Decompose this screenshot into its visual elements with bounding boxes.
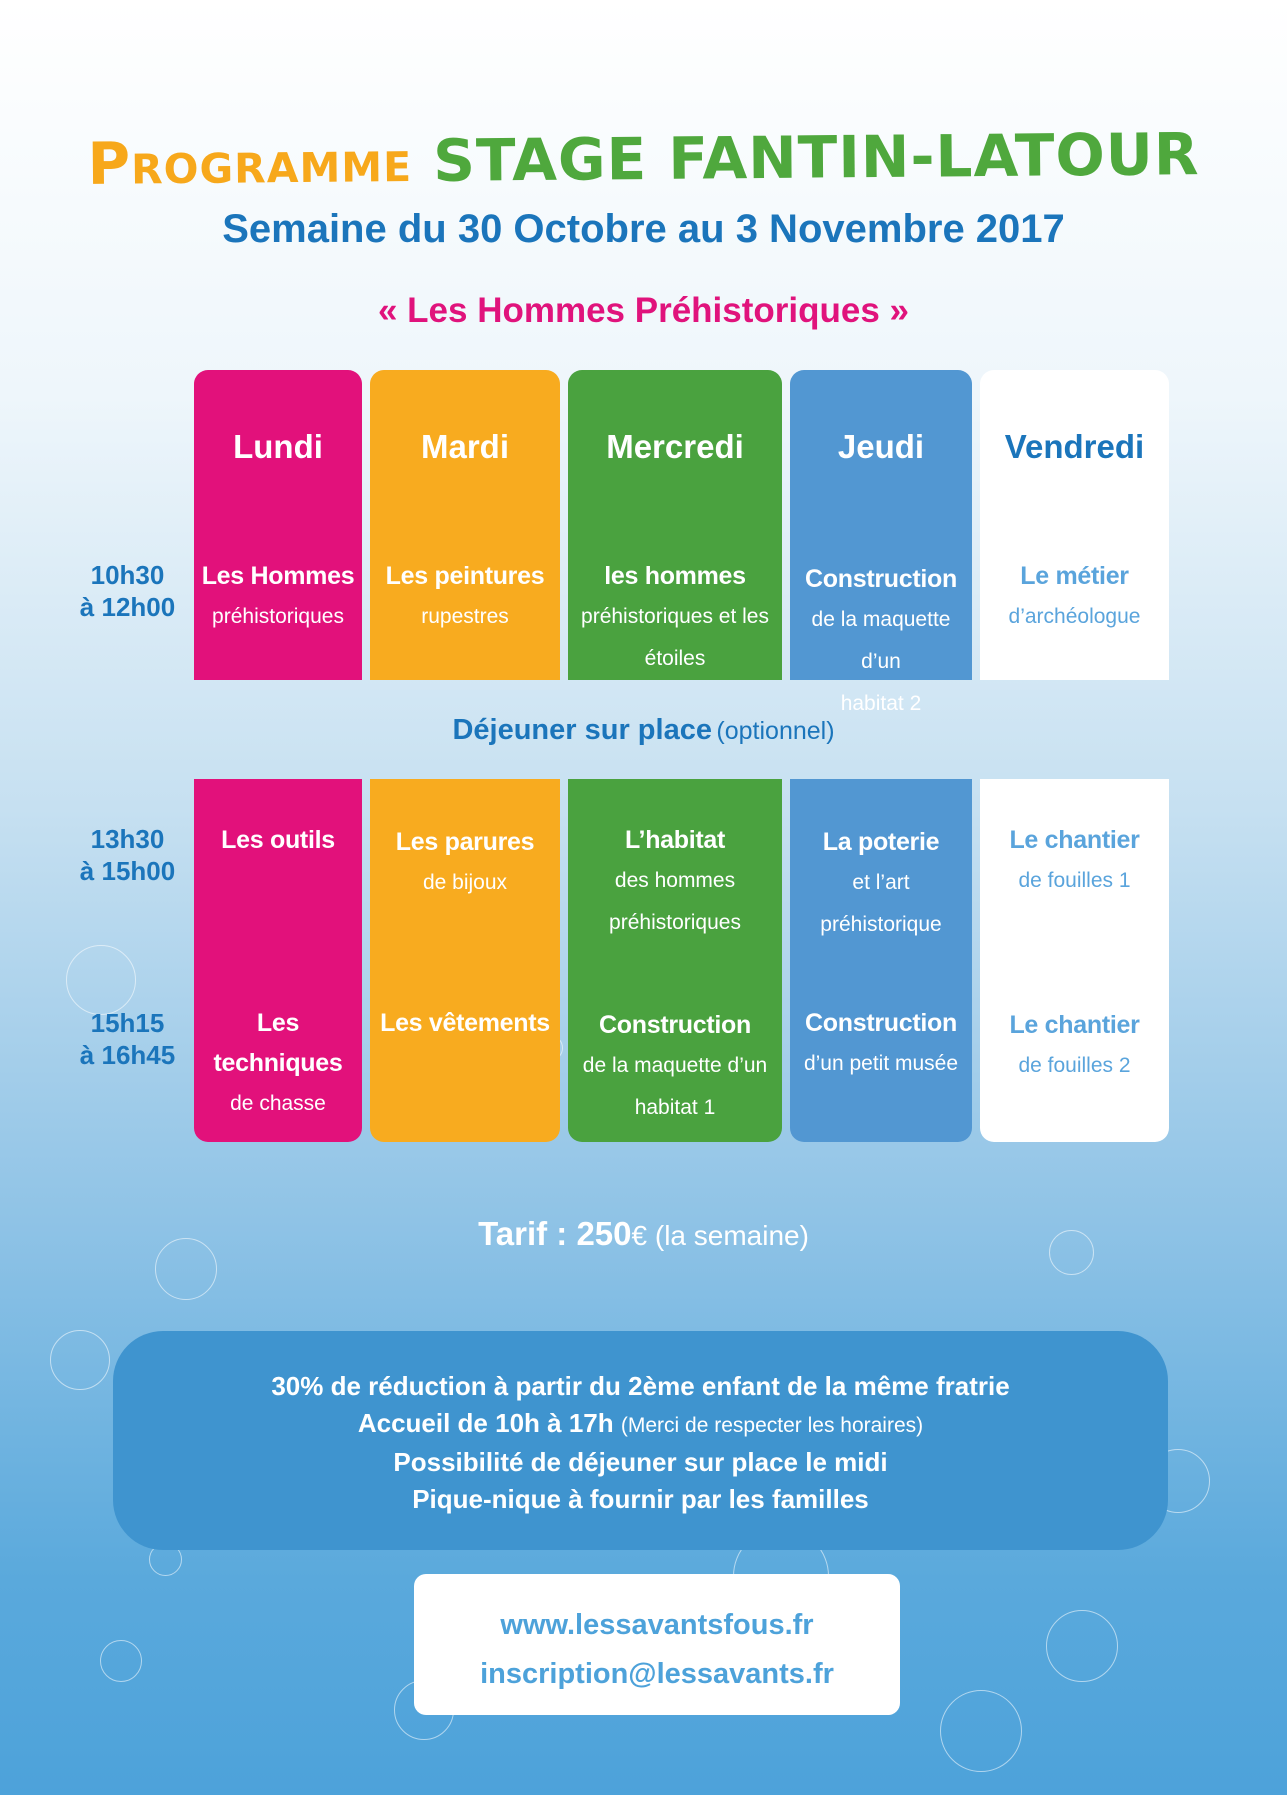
time-morning [60,559,195,623]
day-column-monday-morning [194,370,362,680]
activity-afternoon-1 [194,820,362,860]
activity-detail: préhistoriques [212,605,344,628]
activity-morning [790,559,972,725]
activity-title: Les techniques [213,1009,343,1077]
info-hours-label: Accueil de 10h à 17h [357,1408,614,1438]
price-label: Tarif : 250 [478,1215,632,1252]
day-column-tuesday-morning [370,370,560,680]
decorative-bubble [66,945,136,1015]
activity-title: Les parures [395,828,535,856]
activity-detail: de la maquette d’un [582,1054,768,1077]
info-discount: 30% de réduction à partir du 2ème enfant de la même fratrie [271,1371,1010,1401]
info-picnic: Pique-nique à fournir par les familles [412,1484,869,1514]
activity-detail: de fouilles 1 [1018,869,1131,892]
decorative-bubble [940,1690,1022,1772]
day-name: Jeudi [837,428,925,465]
day-column-friday-morning [980,370,1169,680]
activity-title: Construction [805,1009,957,1037]
activity-morning [980,556,1169,638]
activity-afternoon-2 [980,1005,1169,1087]
activity-afternoon-2 [790,1003,972,1085]
day-column-wednesday-morning [568,370,782,680]
activity-afternoon-1 [370,822,560,904]
activity-title: Les peintures [385,562,545,590]
activity-detail: d’archéologue [1008,605,1141,628]
activity-detail: habitat 1 [634,1096,716,1119]
activity-detail: de bijoux [422,871,508,894]
day-column-monday-afternoon [194,779,362,1142]
activity-title: Le chantier [1009,826,1140,854]
activity-title: La poterie [822,828,940,856]
day-column-thursday-morning [790,370,972,715]
price-line [0,1215,1287,1253]
activity-detail: rupestres [421,605,509,628]
title-stage: STAGE FANTIN-LATOUR [432,120,1200,195]
decorative-bubble [1046,1610,1118,1682]
activity-morning [568,556,782,680]
activity-morning [194,556,362,638]
activity-title: Construction [599,1011,751,1039]
email-link[interactable]: inscription@lessavants.fr [480,1658,834,1690]
activity-title: les hommes [604,562,746,590]
contact-box [414,1574,900,1715]
info-hours [113,1405,1168,1444]
time-end: à 16h45 [79,1040,176,1070]
activity-detail: d’un petit musée [803,1052,959,1075]
activity-afternoon-2 [370,1003,560,1043]
lunch-optional: (optionnel) [716,717,835,745]
time-start: 13h30 [90,824,165,854]
theme-title: « Les Hommes Préhistoriques » [377,291,910,330]
activity-detail: et l’art préhistorique [820,871,942,936]
time-end: à 15h00 [79,856,176,886]
title-programme: Programme [87,127,413,198]
info-panel [113,1331,1168,1550]
activity-title: Le métier [1020,562,1129,590]
activity-detail: des hommes [614,869,736,892]
activity-title: Les vêtements [380,1009,550,1037]
info-hours-note: (Merci de respecter les horaires) [620,1414,924,1437]
activity-detail: étoiles [644,647,706,670]
time-start: 10h30 [90,560,165,590]
day-name: Mardi [420,428,509,465]
price-unit: € (la semaine) [631,1220,809,1251]
day-name: Lundi [233,428,323,465]
activity-title: Les Hommes [201,562,355,590]
page-title [0,119,1287,198]
decorative-bubble [100,1640,142,1682]
activity-title: L’habitat [624,826,726,854]
day-column-wednesday-afternoon [568,779,782,1142]
activity-detail: préhistoriques [609,911,741,934]
lunch-note [0,714,1287,747]
activity-afternoon-2 [568,1005,782,1129]
activity-title: Le chantier [1009,1011,1140,1039]
activity-title: Les outils [221,826,335,854]
activity-detail: préhistoriques et les [581,605,769,628]
time-afternoon-2 [60,1007,195,1071]
activity-detail: de chasse [230,1092,326,1115]
time-start: 15h15 [90,1008,165,1038]
activity-detail: habitat 2 [840,692,922,715]
day-name: Vendredi [1004,428,1145,465]
time-end: à 12h00 [79,592,176,622]
day-column-thursday-afternoon [790,779,972,1142]
day-name: Mercredi [606,428,744,465]
day-column-tuesday-afternoon [370,779,560,1142]
activity-afternoon-1 [790,822,972,946]
day-column-friday-afternoon [980,779,1169,1142]
activity-afternoon-1 [568,820,782,944]
activity-detail: de fouilles 2 [1018,1054,1131,1077]
time-afternoon-1 [60,823,195,887]
week-subtitle: Semaine du 30 Octobre au 3 Novembre 2017 [222,207,1065,251]
decorative-bubble [50,1330,110,1390]
activity-afternoon-2 [194,1003,362,1125]
website-link[interactable]: www.lessavantsfous.fr [500,1609,814,1641]
activity-title: Construction [805,565,957,593]
info-lunch: Possibilité de déjeuner sur place le midi [393,1447,888,1477]
activity-detail: de la maquette d’un [811,608,951,673]
lunch-label: Déjeuner sur place [452,714,712,746]
activity-morning [370,556,560,638]
activity-afternoon-1 [980,820,1169,902]
